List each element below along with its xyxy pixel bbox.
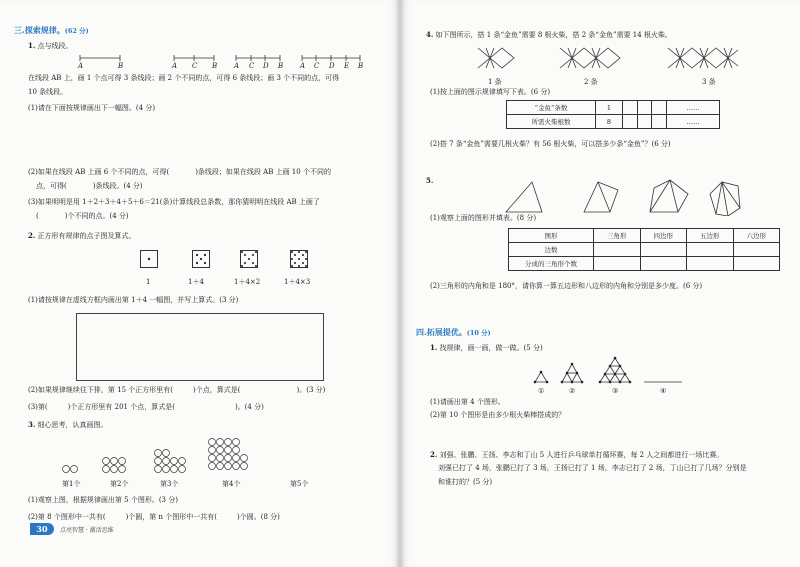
- table-cell[interactable]: [594, 257, 641, 271]
- polygon-table: [508, 228, 780, 271]
- fish-table: [506, 100, 720, 129]
- triangle-pattern: [532, 356, 692, 390]
- q2-caption-3: 1＋4×2: [234, 278, 261, 286]
- pattern-label-2: ②: [569, 387, 576, 395]
- drawing-frame[interactable]: [76, 313, 324, 381]
- ext1-title: 找规律，画一画，做一做。(5 分): [439, 344, 543, 352]
- q3-part2: [28, 513, 280, 522]
- pattern-label-1: ①: [538, 387, 545, 395]
- q2-p3c: )。(4 分): [234, 403, 264, 411]
- seg-label-C-3: C: [249, 62, 255, 70]
- q2-p2c: )。(3 分): [296, 386, 326, 394]
- ext2-line2: 刘强已打了 4 场，张鹏已打了 3 场，王扬已打了 1 场，李志已打了 2 场，丁山已打了几场？分别是: [438, 464, 747, 472]
- table-cell[interactable]: [687, 243, 734, 257]
- q1-p2d: )条线段。(4 分): [92, 182, 143, 190]
- q2-p3a: (3)第(: [28, 403, 48, 411]
- table-cell[interactable]: [652, 101, 667, 115]
- seg-label-D-4: D: [329, 62, 335, 70]
- seg-label-A-2: A: [172, 62, 178, 70]
- q1-part2-line2: [36, 182, 143, 191]
- seg-label-B-2: B: [212, 62, 218, 70]
- q1-heading: [28, 41, 73, 51]
- seg-label-B-3: B: [278, 62, 284, 70]
- page-number: 30: [30, 523, 54, 535]
- table-row: [509, 257, 780, 271]
- ext2-line1: [430, 450, 723, 460]
- q5-part2: (2)三角形的内角和是 180°，请你算一算五边形和八边形的内角和分别是多少度。(6 分): [430, 282, 703, 290]
- table-cell: 图形: [509, 229, 594, 243]
- table-cell: 五边形: [687, 229, 734, 243]
- pattern-label-3: ③: [612, 387, 619, 395]
- seg-label-B-4: B: [358, 62, 364, 70]
- section3-heading: [14, 26, 89, 36]
- seg-label-C-4: C: [314, 62, 320, 70]
- right-page: [402, 0, 800, 567]
- table-row: [509, 229, 780, 243]
- table-cell[interactable]: [640, 257, 687, 271]
- q2-part1: (1)请按规律在虚线方框内画出第 1＋4 一幅图，并写上算式。(3 分): [28, 296, 239, 304]
- q3-title: 细心思考，认真画图。: [37, 421, 108, 429]
- q2-caption-2: 1＋4: [188, 278, 204, 286]
- table-cell[interactable]: [637, 101, 652, 115]
- table-cell[interactable]: [622, 115, 637, 129]
- table-cell: 所需火柴根数: [507, 115, 596, 129]
- q4-heading: [426, 30, 672, 40]
- q2-part2: [28, 386, 325, 395]
- seg-label-B-1: B: [118, 62, 124, 70]
- table-row: [509, 243, 780, 257]
- q1-part3-line2: [36, 212, 129, 221]
- q3-num: 3.: [28, 420, 36, 429]
- ext1-heading: [430, 343, 543, 353]
- table-cell[interactable]: [733, 257, 780, 271]
- q2-part3: [28, 403, 264, 412]
- q1-part3-line1: (3)如果明明是用 1＋2＋3＋4＋5＋6＝21(条)计算线段总条数，那你猜明明在线段 AB 上画了: [28, 198, 320, 206]
- pattern-label-4: ④: [660, 387, 667, 395]
- q1-part2-line1: [28, 168, 331, 177]
- seg-label-C-2: C: [192, 62, 198, 70]
- table-cell: ……: [667, 101, 720, 115]
- seg-label-A-3: A: [234, 62, 240, 70]
- q1-p2a: (2)如果在线段 AB 上画 6 个不同的点，可得(: [28, 168, 170, 176]
- section3-points: (62 分): [64, 27, 89, 35]
- q4-caption-3: 3 条: [702, 78, 716, 86]
- q3-p2a: (2)第 8 个图形中一共有(: [28, 513, 106, 521]
- table-cell[interactable]: [622, 101, 637, 115]
- circle-pattern: [60, 434, 260, 480]
- q3-caption-2: 第2个: [110, 480, 129, 488]
- q1-p2b: )条线段；如果在线段 AB 上画 10 个不同的: [195, 168, 331, 176]
- left-page: [0, 0, 398, 567]
- q4-title: 如下图所示，搭 1 条“金鱼”需要 8 根火柴，搭 2 条“金鱼”需要 14 根火柴。: [435, 31, 672, 39]
- seg-label-E-4: E: [344, 62, 350, 70]
- q3-p2c: )个圆。(8 分): [236, 513, 280, 521]
- table-row: [507, 115, 720, 129]
- q2-p2a: (2)如果规律继续往下排，第 15 个正方形里有(: [28, 386, 174, 394]
- section3-title: 三.探索规律。: [14, 25, 65, 35]
- q1-line1: 在线段 AB 上，画 1 个点可得 3 条线段；画 2 个不同的点，可得 6 条线段；画 3 个不同的点，可得: [28, 74, 340, 82]
- seg-label-D-3: D: [263, 62, 269, 70]
- q2-num: 2.: [28, 231, 36, 240]
- q4-caption-1: 1 条: [488, 78, 502, 86]
- dot-pattern: [138, 248, 318, 270]
- q2-caption-1: 1: [146, 278, 151, 286]
- table-cell: 六边形: [733, 229, 780, 243]
- q3-heading: [28, 420, 108, 430]
- q3-caption-5: 第5个: [290, 480, 309, 488]
- q2-heading: [28, 231, 136, 241]
- q5-part1: (1)观察上面的图形并填表。(8 分): [430, 214, 537, 222]
- ext2-num: 2.: [430, 450, 438, 459]
- q3-p2b: )个圆，第 n 个图形中一共有(: [125, 513, 217, 521]
- table-cell[interactable]: [594, 243, 641, 257]
- q2-p2b: )个点，算式是(: [193, 386, 241, 394]
- table-cell[interactable]: [687, 257, 734, 271]
- table-cell: 1: [596, 101, 623, 115]
- page-footer: [30, 523, 140, 535]
- q1-title: 点与线段。: [37, 42, 73, 50]
- table-cell[interactable]: [652, 115, 667, 129]
- table-cell: 边数: [509, 243, 594, 257]
- polygon-figures: [502, 176, 742, 216]
- matchstick-fish: [472, 40, 742, 76]
- table-cell: 8: [596, 115, 623, 129]
- footer-text: 点亮智慧 · 激活思维: [60, 527, 114, 534]
- seg-label-A-4: A: [300, 62, 306, 70]
- section4-title: 四.拓展提优。: [416, 327, 467, 337]
- q3-caption-4: 第4个: [222, 480, 241, 488]
- q4-part2: (2)搭 7 条“金鱼”需要几根火柴？有 56 根火柴，可以搭多少条“金鱼”？(6 分): [430, 140, 671, 148]
- table-row: [507, 101, 720, 115]
- q1-line2: 10 条线段。: [28, 88, 68, 96]
- ext1-part1: (1)请画出第 4 个图形。: [430, 398, 505, 406]
- q3-part1: (1)观察上图，根据规律画出第 5 个图形。(3 分): [28, 496, 178, 504]
- q2-title: 正方形有规律的点子图及算式。: [37, 232, 136, 240]
- table-cell[interactable]: [733, 243, 780, 257]
- table-cell[interactable]: [640, 243, 687, 257]
- q4-part1: (1)按上面的图示规律填写下表。(6 分): [430, 88, 551, 96]
- q1-p3c: )个不同的点。(4 分): [64, 212, 129, 220]
- q1-part1: (1)请在下面按规律画出下一幅图。(4 分): [28, 104, 156, 112]
- q1-p2c: 点，可得(: [36, 182, 67, 190]
- table-cell: 分成的三角形个数: [509, 257, 594, 271]
- table-cell: 三角形: [594, 229, 641, 243]
- section4-points: (10 分): [466, 329, 491, 337]
- q2-p3b: )个正方形里有 201 个点，算式是(: [67, 403, 175, 411]
- q2-caption-4: 1＋4×3: [284, 278, 311, 286]
- section4-heading: [416, 328, 491, 338]
- q3-caption-1: 第1个: [62, 480, 81, 488]
- table-cell: ……: [667, 115, 720, 129]
- table-cell: 四边形: [640, 229, 687, 243]
- ext1-part2: (2)第 10 个图形是由多少根火柴棒搭成的？: [430, 411, 566, 419]
- q4-num: 4.: [426, 30, 434, 39]
- table-cell[interactable]: [637, 115, 652, 129]
- q3-caption-3: 第3个: [160, 480, 179, 488]
- ext2-text1: 刘强、张鹏、王扬、李志和丁山 5 人进行乒乓球单打循环赛，每 2 人之间都进行一场比赛。: [439, 451, 724, 459]
- ext1-num: 1.: [430, 343, 438, 352]
- q1-num: 1.: [28, 41, 36, 50]
- table-cell: “金鱼”条数: [507, 101, 596, 115]
- ext2-line3: 和谁打的？(5 分): [438, 478, 493, 486]
- q1-p3b: (: [36, 212, 39, 220]
- q4-caption-2: 2 条: [584, 78, 598, 86]
- q5-num: 5.: [426, 176, 434, 185]
- seg-label-A-1: A: [78, 62, 84, 70]
